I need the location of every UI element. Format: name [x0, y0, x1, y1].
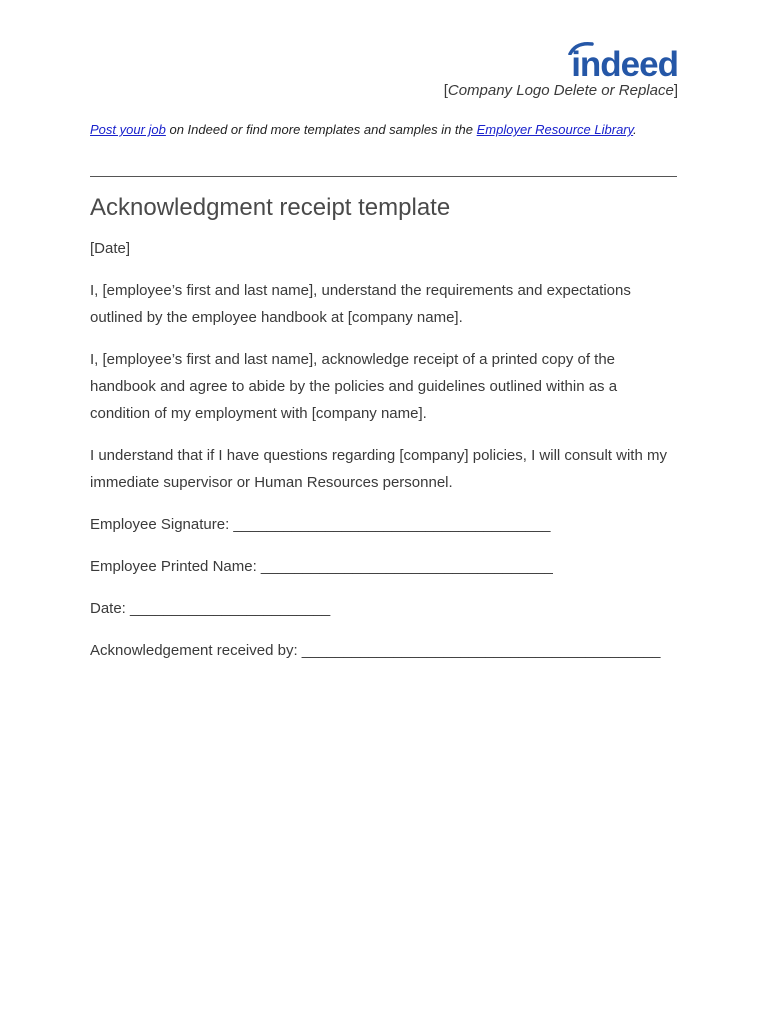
bracket-open: [	[443, 82, 448, 99]
paragraph-receipt: I, [employee’s first and last name], acknowledge receipt of a printed copy of the handbook and agree to abide by the policies and guidelines outlined within as a condition of my employment with [company name].	[90, 351, 618, 422]
company-logo	[571, 42, 678, 82]
logo-placeholder	[444, 82, 678, 99]
logo-arc-icon	[568, 41, 594, 55]
intro-line	[90, 122, 637, 137]
horizontal-divider	[90, 176, 677, 177]
page-title: Acknowledgment receipt template	[90, 194, 451, 221]
bracket-close: ]	[673, 82, 678, 99]
date-placeholder: [Date]	[90, 240, 131, 257]
employee-printed-name-field: Employee Printed Name: ___________________________________	[90, 558, 553, 575]
employer-resource-library-link[interactable]: Employer Resource Library	[476, 122, 634, 137]
paragraph-questions: I understand that if I have questions regarding [company] policies, I will consult with my immediate supervisor or Human Resources personnel.	[90, 447, 667, 491]
employee-signature-field: Employee Signature: ______________________________________	[90, 516, 551, 533]
document-body	[90, 235, 680, 679]
logo-placeholder-text: Company Logo Delete or Replace	[447, 82, 674, 99]
date-field: Date: ________________________	[90, 600, 331, 617]
post-job-link[interactable]: Post your job	[90, 122, 166, 137]
acknowledgement-received-by-field: Acknowledgement received by: ___________________________________________	[90, 642, 661, 659]
paragraph-requirements: I, [employee’s first and last name], understand the requirements and expectations outlined by the employee handbook at [company name].	[90, 282, 631, 326]
intro-end-text: .	[633, 122, 637, 137]
intro-middle-text: on Indeed or find more templates and samples in the	[165, 122, 477, 137]
indeed-logo-text	[571, 47, 678, 82]
logo-brand: indeed	[571, 45, 678, 84]
